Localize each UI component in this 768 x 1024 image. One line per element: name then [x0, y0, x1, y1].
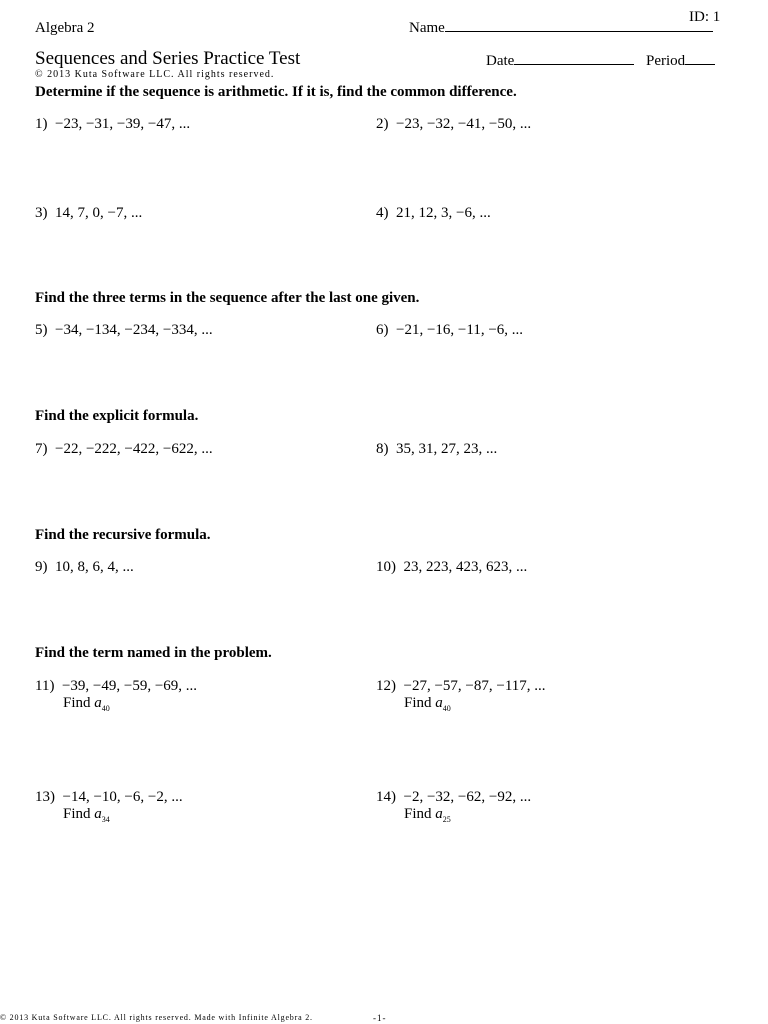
problem-14 [376, 788, 531, 806]
problem-sequence: −34, −134, −234, −334, ... [55, 322, 213, 338]
problem-number: 3) [35, 205, 48, 221]
period-label: Period [646, 53, 686, 69]
section-instruction: Find the explicit formula. [35, 408, 199, 424]
problem-sequence: −2, −32, −62, −92, ... [403, 789, 532, 805]
find-prompt: Find $a_{40}$ [63, 695, 110, 713]
name-field[interactable] [409, 19, 713, 37]
section-instruction: Find the recursive formula. [35, 527, 211, 543]
section-instruction: Find the three terms in the sequence after the last one given. [35, 290, 420, 306]
period-blank[interactable] [685, 52, 715, 65]
problem-2 [376, 115, 531, 133]
problem-number: 7) [35, 441, 48, 457]
term-index: 40 [442, 704, 451, 713]
term-index: 25 [442, 815, 451, 824]
find-prompt: Find $a_{34}$ [63, 806, 110, 824]
term-variable: a [94, 695, 102, 711]
problem-sequence: −23, −32, −41, −50, ... [396, 116, 532, 132]
problem-number: 4) [376, 205, 389, 221]
problem-sequence: 14, 7, 0, −7, ... [55, 205, 143, 221]
page-number: -1- [373, 1013, 387, 1023]
problem-6 [376, 321, 523, 339]
page-title: Sequences and Series Practice Test [35, 48, 301, 69]
problem-10 [376, 558, 527, 576]
problem-13 [35, 788, 183, 806]
problem-number: 2) [376, 116, 389, 132]
problem-number: 1) [35, 116, 48, 132]
name-blank[interactable] [445, 19, 713, 32]
problem-sequence: 23, 223, 423, 623, ... [403, 559, 528, 575]
problem-sequence: −39, −49, −59, −69, ... [61, 678, 198, 694]
problem-7 [35, 440, 213, 458]
term-variable: a [94, 806, 102, 822]
problem-number: 8) [376, 441, 389, 457]
find-prompt: Find $a_{40}$ [404, 695, 451, 713]
problem-number: 5) [35, 322, 48, 338]
date-label: Date [486, 53, 515, 69]
problem-8 [376, 440, 497, 458]
problem-12 [376, 677, 546, 695]
term-index: 34 [101, 815, 110, 824]
problem-number: 14) [376, 789, 396, 805]
section-instruction: Find the term named in the problem. [35, 645, 272, 661]
problem-sequence: 21, 12, 3, −6, ... [396, 205, 491, 221]
section-instruction: Determine if the sequence is arithmetic. If it is, find the common difference. [35, 84, 517, 100]
problem-11 [35, 677, 197, 695]
problem-sequence: −27, −57, −87, −117, ... [403, 678, 546, 694]
worksheet-id: ID: 1 [689, 9, 721, 25]
term-variable: a [435, 695, 443, 711]
date-field[interactable] [486, 52, 634, 70]
problem-sequence: −23, −31, −39, −47, ... [55, 116, 191, 132]
problem-number: 13) [35, 789, 55, 805]
problem-1 [35, 115, 190, 133]
problem-sequence: −14, −10, −6, −2, ... [62, 789, 183, 805]
problem-number: 12) [376, 678, 396, 694]
problem-sequence: −21, −16, −11, −6, ... [396, 322, 524, 338]
problem-number: 11) [35, 678, 55, 694]
period-field[interactable] [646, 52, 715, 70]
problem-3 [35, 204, 142, 222]
name-label: Name [409, 20, 445, 36]
problem-9 [35, 558, 134, 576]
problem-number: 6) [376, 322, 389, 338]
footer-copyright: © 2013 Kuta Software LLC. All rights reserved. Made with Infinite Algebra 2. [0, 1013, 313, 1022]
term-variable: a [435, 806, 443, 822]
course-label: Algebra 2 [35, 20, 95, 36]
problem-sequence: −22, −222, −422, −622, ... [55, 441, 213, 457]
header-copyright: © 2013 Kuta Software LLC. All rights reserved. [35, 69, 275, 80]
problem-number: 9) [35, 559, 48, 575]
term-index: 40 [101, 704, 110, 713]
problem-4 [376, 204, 491, 222]
date-blank[interactable] [514, 52, 634, 65]
problem-sequence: 10, 8, 6, 4, ... [55, 559, 134, 575]
problem-5 [35, 321, 213, 339]
find-prompt: Find $a_{25}$ [404, 806, 451, 824]
problem-sequence: 35, 31, 27, 23, ... [396, 441, 498, 457]
problem-number: 10) [376, 559, 396, 575]
